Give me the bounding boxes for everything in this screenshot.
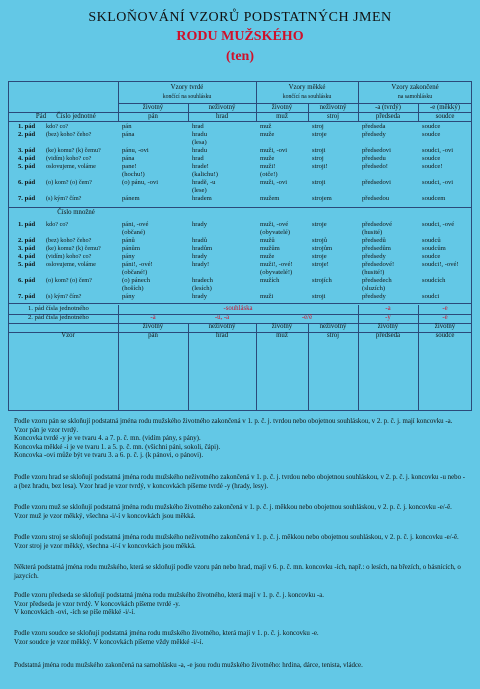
footer-animacy: životný	[271, 323, 293, 330]
para-stroj: Podle vzoru stroj se skloňují podstatná jména rodu mužského neživotného zakončená v 1. p. č. j. měkkou nebo obojetnou souhláskou, v 2. p. č. j. koncovku -e/-ě. Vzor stroj je vzor měkký, všechna -i/-í v koncovkách jsou měkká.	[14, 534, 459, 550]
table-cell-sub: (občané!)	[122, 269, 148, 276]
table-cell: soudců	[422, 237, 441, 244]
table-cell: předsedou	[362, 195, 390, 202]
case-label: 2. pád	[18, 237, 36, 244]
page-title-1: SKLOŇOVÁNÍ VZORŮ PODSTATNÝCH JMEN	[88, 10, 392, 25]
pattern-name: pán	[148, 113, 158, 120]
table-cell: soudci, -ovi	[422, 179, 454, 186]
table-cell: soudci, -ové	[422, 221, 455, 228]
case-label: 3. pád	[18, 147, 36, 154]
table-cell: předsedů	[362, 237, 386, 244]
table-cell: hrad	[192, 123, 204, 130]
table-cell-sub: (občané)	[122, 229, 146, 236]
footer-value: -a	[150, 314, 156, 321]
table-cell: předsedové	[362, 221, 393, 228]
pattern-name: předseda	[375, 113, 401, 120]
case-question: (vidím) koho? co?	[46, 253, 92, 260]
table-cell: hrady	[192, 221, 208, 228]
paragraph-soudce	[14, 630, 466, 647]
table-cell-sub: (sluzích)	[362, 285, 386, 292]
table-cell-sub: (otče!)	[260, 171, 278, 178]
para-predseda-2: Vzor předseda je vzor tvrdý. V koncovkách píšeme tvrdé -y.	[14, 600, 180, 608]
column-header: životný	[142, 104, 164, 111]
group-header-sub: končící na souhlásku	[282, 94, 332, 100]
paragraph-stroj	[14, 534, 466, 551]
footer-vzor: stroj	[326, 332, 340, 339]
table-hline	[8, 207, 472, 208]
table-cell: předsedy	[362, 253, 386, 260]
para-pan-1: Podle vzoru pán se skloňují podstatná jména rodu mužského životného zakončená v 1. p. č. j. tvrdou nebo obojetnou souhláskou, v 2. p. č. j. mají koncovku -a. Vzor pán je vzor tvrdý.	[14, 418, 453, 434]
table-cell: hrad	[192, 155, 204, 162]
footer-value: -souhláska	[223, 305, 253, 312]
table-cell: soudcích	[422, 277, 446, 284]
page-title-3: (ten)	[226, 49, 254, 64]
table-cell: hrade!	[192, 163, 209, 170]
table-cell: soudce!	[422, 163, 443, 170]
column-header: neživotný	[319, 104, 347, 111]
page-title-2: RODU MUŽSKÉHO	[176, 29, 304, 44]
footer-value: -e	[442, 314, 448, 321]
table-cell: hradech	[192, 277, 213, 284]
para-soudce-1: Podle vzoru soudce se skloňují podstatná jména rodu mužského životného, která mají v 1. p. č. j. koncovku -e.	[14, 630, 319, 637]
table-cell: pánu, -ovi	[122, 147, 149, 154]
footer-animacy: životný	[142, 323, 164, 330]
header-pad: Pád	[35, 113, 47, 120]
paragraph-exceptions	[14, 564, 466, 581]
table-cell-sub: (hoších)	[122, 285, 144, 292]
table-cell: strojů	[312, 237, 328, 244]
group-header-title: Vzory zakončené	[391, 84, 439, 91]
table-cell: pána	[122, 155, 135, 162]
pattern-name: hrad	[215, 113, 229, 120]
table-cell: předsedo!	[362, 163, 388, 170]
header-cislo-jednotne: Číslo jednotné	[56, 113, 96, 120]
para-pan-2: Koncovka tvrdé -y je ve tvaru 4. a 7. p. č. mn. (vidím pány, s pány).	[14, 435, 201, 443]
table-vline	[471, 81, 472, 411]
table-cell: hradu	[192, 131, 208, 138]
table-cell: strojem	[312, 195, 332, 202]
table-cell: stroje!	[312, 261, 329, 268]
case-question: (ke) komu? (k) čemu?	[46, 147, 101, 154]
table-cell: stroje	[312, 253, 327, 260]
group-header-sub: končící na souhlásku	[162, 94, 212, 100]
table-cell: hradu	[192, 147, 208, 154]
table-cell: hradě, -u	[192, 179, 216, 186]
table-cell: muže	[260, 155, 275, 162]
table-cell: pán	[122, 123, 132, 130]
case-label: 7. pád	[18, 195, 36, 202]
table-cell: pána	[122, 131, 135, 138]
table-cell: soudci!, -ové!	[422, 261, 459, 268]
table-cell: stroji	[312, 179, 326, 186]
table-cell: strojům	[312, 245, 333, 252]
para-exceptions: Některá podstatná jména rodu mužského, která se skloňují podle vzoru pán nebo hrad, mají v 6. p. č. mn. koncovku -ích, např.: o lesích, na březích, o básnících, o jazycích.	[14, 564, 461, 580]
paragraph-predseda	[14, 592, 466, 618]
table-cell: soudcům	[422, 245, 446, 252]
table-cell: předsedech	[362, 277, 392, 284]
table-vline	[8, 81, 9, 411]
table-cell: pánů	[122, 237, 135, 244]
table-cell-sub: (husité!)	[362, 269, 385, 276]
table-cell: muži, -ovi	[260, 147, 288, 154]
para-vowel-ending: Podstatná jména rodu mužského zakončená na samohlásku -a, -e jsou rodu mužského životného: hrdina, dárce, tenista, vládce.	[14, 662, 363, 669]
table-cell: stroji	[312, 147, 326, 154]
footer-value: -e	[442, 305, 448, 312]
pattern-name: muž	[276, 113, 288, 120]
table-cell: soudce	[422, 131, 441, 138]
case-question: (vidím) koho? co?	[46, 155, 92, 162]
table-cell: pánem	[122, 195, 140, 202]
table-cell-sub: (husité)	[362, 229, 383, 236]
table-hline	[8, 121, 472, 122]
table-cell: stroje	[312, 221, 327, 228]
table-cell: pány	[122, 293, 135, 300]
table-cell: muži, -ovi	[260, 179, 288, 186]
table-cell: (o) pánu, -ovi	[122, 179, 159, 186]
footer-animacy: neživotný	[319, 323, 347, 330]
table-cell: soudce	[422, 253, 441, 260]
table-hline	[8, 410, 472, 411]
para-pan-3: Koncovka měkké -i je ve tvaru 1. a 5. p. č. mn. (všichni páni, sokoli, čápi).	[14, 443, 221, 451]
column-header: -a (tvrdý)	[375, 104, 401, 111]
table-cell-sub: (obyvatelé!)	[260, 269, 293, 276]
table-cell: (o) pánech	[122, 277, 151, 284]
table-cell: předseda	[362, 123, 386, 130]
case-label: 7. pád	[18, 293, 36, 300]
table-cell: muži, -ové	[260, 221, 289, 228]
case-question: (bez) koho? čeho?	[46, 237, 92, 244]
case-label: 4. pád	[18, 155, 36, 162]
para-predseda-3: V koncovkách -ovi, -ích se píše měkké -i/-í.	[14, 609, 135, 617]
table-cell: pane!	[122, 163, 137, 170]
table-cell: soudce	[422, 123, 441, 130]
case-question: (o) kom? (o) čem?	[46, 179, 92, 186]
table-cell: muži!	[260, 163, 276, 170]
footer-value: -e/ě	[301, 314, 313, 321]
case-label: 5. pád	[18, 163, 36, 170]
pattern-name: stroj	[326, 113, 340, 120]
case-question: (ke) komu? (k) čemu?	[46, 245, 101, 252]
table-cell: muži	[260, 293, 274, 300]
table-cell: soudce	[422, 155, 441, 162]
case-label: 6. pád	[18, 179, 36, 186]
para-predseda-1: Podle vzoru předseda se skloňují podstatná jména rodu mužského životného, která mají v 1. p. č. j. koncovku -a.	[14, 592, 325, 599]
case-label: 6. pád	[18, 277, 36, 284]
table-cell: hrady!	[192, 261, 210, 268]
column-header: životný	[271, 104, 293, 111]
case-question: (s) kým? čím?	[46, 195, 82, 202]
table-cell: předsedovi	[362, 147, 391, 154]
table-cell: muži!, -ové!	[260, 261, 293, 268]
table-cell: páni!, -ové!	[122, 261, 153, 268]
table-cell: strojích	[312, 277, 332, 284]
footer-label: 1. pád čísla jednotného	[28, 305, 89, 312]
table-cell: muž	[260, 123, 272, 130]
table-cell: mužích	[260, 277, 280, 284]
table-hline	[8, 303, 472, 304]
pattern-name: soudce	[435, 113, 455, 120]
table-cell: hradů	[192, 237, 208, 244]
table-cell-sub: (kalichu!)	[192, 171, 218, 178]
paragraph-pan	[14, 418, 466, 461]
footer-value: -y	[385, 314, 391, 321]
table-cell: pány	[122, 253, 135, 260]
footer-vzor: pán	[148, 332, 158, 339]
case-label: 2. pád	[18, 131, 36, 138]
table-cell: předsedové!	[362, 261, 395, 268]
para-pan-4: Koncovka -ovi může být ve tvaru 3. a 6. p. č. j. (k pánovi, o pánovi).	[14, 452, 204, 460]
group-header-sub: na samohlásku	[397, 94, 433, 100]
footer-animacy: životný	[434, 323, 456, 330]
paragraph-hrad	[14, 474, 466, 491]
table-cell-sub: (obyvatelé)	[260, 229, 291, 236]
case-label: 5. pád	[18, 261, 36, 268]
table-cell: soudci	[422, 293, 440, 300]
case-label: 4. pád	[18, 253, 36, 260]
case-question: kdo? co?	[46, 123, 69, 130]
footer-animacy: neživotný	[208, 323, 236, 330]
para-muz: Podle vzoru muž se skloňují podstatná jména rodu mužského životného zakončená v 1. p. č. j. měkkou nebo obojetnou souhláskou, v 2. p. č. j. koncovku -e/-ě. Vzor muž je vzor měkký, všechna -i/-í v koncovkách jsou měkká.	[14, 504, 452, 520]
table-cell-sub: (lesa)	[192, 139, 207, 146]
case-question: oslovujeme, voláme	[46, 163, 96, 170]
table-cell: stroj	[312, 155, 324, 162]
table-cell: mužem	[260, 195, 280, 202]
group-header-title: Vzory tvrdé	[170, 84, 204, 91]
table-cell: mužům	[260, 245, 280, 252]
case-question: (bez) koho? čeho?	[46, 131, 92, 138]
table-cell-sub: (lese)	[192, 187, 207, 194]
para-hrad: Podle vzoru hrad se skloňují podstatná jména rodu mužského neživotného zakončená v 1. p. č. j. tvrdou nebo obojetnou souhláskou, v 2. p. č. j. koncovku -u nebo -a (bez hradu, bez lesa). Vzor hrad je vzor tvrdý, v koncovkách píšeme tvrdé -y (hrady, lesy).	[14, 474, 466, 490]
table-cell-sub: (lesích)	[192, 285, 212, 292]
table-cell: muže	[260, 131, 275, 138]
table-hline	[8, 81, 472, 82]
table-cell: páni, -ové	[122, 221, 149, 228]
paragraph-vowel-ending	[14, 662, 466, 671]
paragraph-muz	[14, 504, 466, 521]
table-cell: soudcem	[422, 195, 446, 202]
case-question: (o) kom? (o) čem?	[46, 277, 92, 284]
para-soudce-2: Vzor soudce je vzor měkký. V koncovkách píšeme vždy měkké -i/-í.	[14, 638, 204, 646]
table-cell: hradům	[192, 245, 213, 252]
footer-value: -a	[385, 305, 391, 312]
footer-vzor-label: Vzor	[61, 332, 75, 339]
case-label: 3. pád	[18, 245, 36, 252]
footer-value: -u, -a	[214, 314, 230, 321]
table-cell: stroji	[312, 293, 326, 300]
table-cell: hrady	[192, 293, 208, 300]
case-label: 1. pád	[18, 221, 36, 228]
table-cell: předsedu	[362, 155, 386, 162]
table-cell: muže	[260, 253, 275, 260]
table-cell: stroj	[312, 123, 324, 130]
table-cell: předsedovi	[362, 179, 391, 186]
table-cell: předsedům	[362, 245, 391, 252]
table-cell: pánům	[122, 245, 140, 252]
case-question: kdo? co?	[46, 221, 69, 228]
case-question: (s) kým? čím?	[46, 293, 82, 300]
footer-label: 2. pád čísla jednotného	[28, 314, 89, 321]
table-cell: mužů	[260, 237, 275, 244]
footer-vzor: předseda	[375, 332, 401, 339]
footer-vzor: muž	[276, 332, 288, 339]
table-cell: předsedy	[362, 293, 386, 300]
table-cell: hradem	[192, 195, 212, 202]
header-cislo-mnozne: Číslo množné	[57, 209, 95, 216]
footer-animacy: životný	[377, 323, 399, 330]
table-cell: hrady	[192, 253, 208, 260]
table-cell: stroji!	[312, 163, 328, 170]
declension-table	[8, 81, 472, 411]
group-header-title: Vzory měkké	[288, 84, 326, 91]
table-cell: soudci, -ovi	[422, 147, 454, 154]
table-cell-sub: (hochu!)	[122, 171, 145, 178]
footer-vzor: hrad	[215, 332, 229, 339]
table-cell: stroje	[312, 131, 327, 138]
table-cell: předsedy	[362, 131, 386, 138]
column-header: -e (měkký)	[429, 104, 460, 111]
column-header: neživotný	[208, 104, 236, 111]
case-question: oslovujeme, voláme	[46, 261, 96, 268]
footer-vzor: soudce	[435, 332, 455, 339]
case-label: 1. pád	[18, 123, 36, 130]
